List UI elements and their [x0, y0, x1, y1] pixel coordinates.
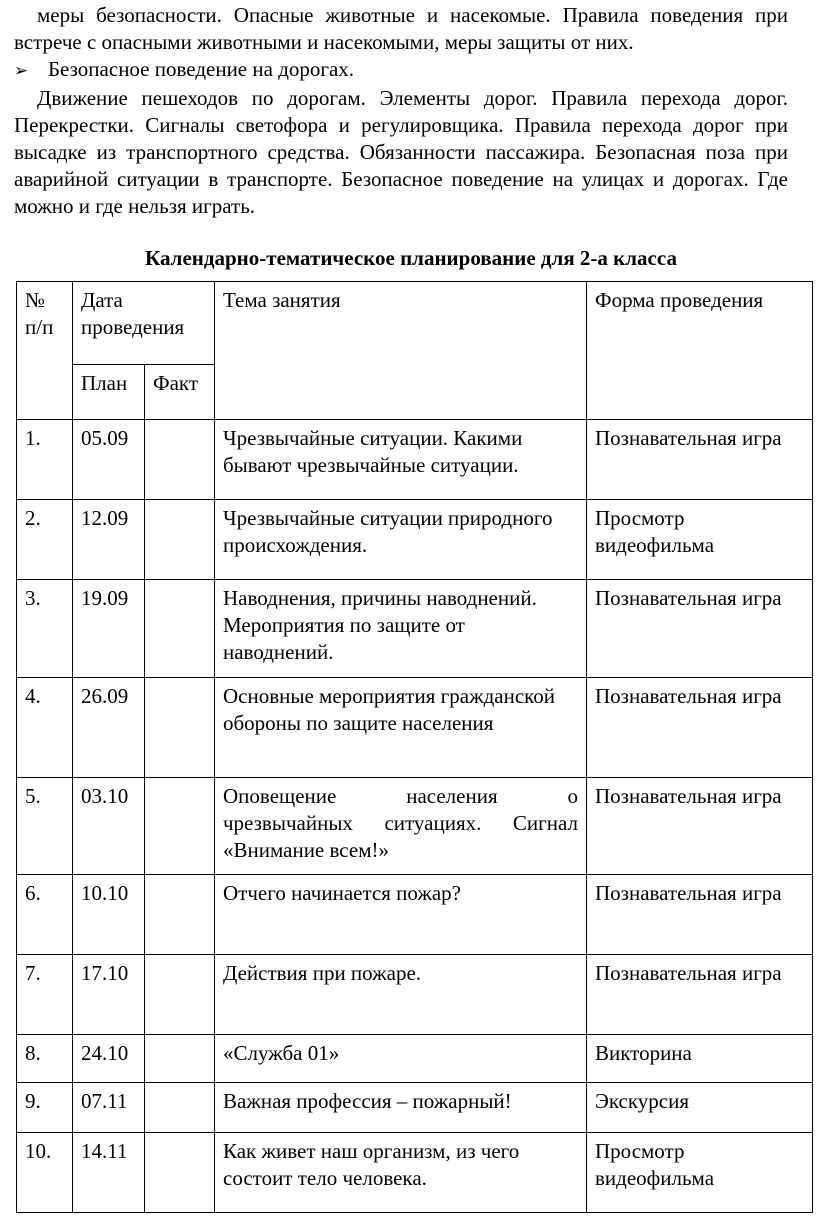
header-plan: План — [73, 365, 145, 420]
row-fact-date-cell — [145, 1133, 215, 1213]
row-topic-cell: Важная профессия – пожарный! — [215, 1083, 587, 1133]
row-plan-date-cell: 26.09 — [73, 678, 145, 778]
row-plan-date-cell: 05.09 — [73, 420, 145, 500]
row-form-cell: Познавательная игра — [587, 420, 813, 500]
row-num-cell: 4. — [17, 678, 73, 778]
row-num-cell: 1. — [17, 420, 73, 500]
row-topic-cell: Наводнения, причины наводнений. Мероприятия по защите от наводнений. — [215, 580, 587, 678]
row-topic-cell: Основные мероприятия гражданской обороны по защите населения — [215, 678, 587, 778]
row-fact-date-cell — [145, 678, 215, 778]
row-form-cell: Просмотр видеофильма — [587, 1133, 813, 1213]
row-num-cell: 2. — [17, 500, 73, 580]
bullet-item-road-safety — [14, 56, 788, 85]
row-fact-date-cell — [145, 500, 215, 580]
row-fact-date-cell — [145, 580, 215, 678]
row-fact-date-cell — [145, 955, 215, 1035]
row-num-cell: 5. — [17, 778, 73, 875]
arrow-bullet-icon: ➢ — [14, 61, 29, 81]
table-row — [17, 1083, 813, 1133]
row-plan-date-cell: 07.11 — [73, 1083, 145, 1133]
table-row — [17, 1035, 813, 1083]
table-row — [17, 778, 813, 875]
header-num: № п/п — [17, 282, 73, 420]
table-heading: Календарно-тематическое планирование для 2-а класса — [145, 246, 677, 270]
document-page — [14, 0, 788, 272]
row-plan-date-cell: 12.09 — [73, 500, 145, 580]
row-plan-date-cell: 14.11 — [73, 1133, 145, 1213]
row-fact-date-cell — [145, 1035, 215, 1083]
row-form-cell: Познавательная игра — [587, 678, 813, 778]
table-body — [17, 420, 813, 1213]
row-num-cell: 7. — [17, 955, 73, 1035]
table-row — [17, 1133, 813, 1213]
intro-paragraph-2: Движение пешеходов по дорогам. Элементы дорог. Правила перехода дорог. Перекрестки. Сигналы светофора и регулировщика. Правила перехода дорог при высадке из транспортного средства. Обязанности пассажира. Безопасная поза при аварийной ситуации в транспорте. Безопасное поведение на улицах и дорогах. Где можно и где нельзя играть. — [14, 86, 788, 218]
row-num-cell: 9. — [17, 1083, 73, 1133]
row-topic-cell: Действия при пожаре. — [215, 955, 587, 1035]
row-num-cell: 6. — [17, 875, 73, 955]
row-fact-date-cell — [145, 875, 215, 955]
row-plan-date-cell: 24.10 — [73, 1035, 145, 1083]
row-form-cell: Познавательная игра — [587, 875, 813, 955]
table-row — [17, 678, 813, 778]
row-topic-cell: Оповещение населения о чрезвычайных ситуациях. Сигнал «Внимание всем!» — [215, 778, 587, 875]
table-row — [17, 580, 813, 678]
row-form-cell: Викторина — [587, 1035, 813, 1083]
bullet-text: Безопасное поведение на дорогах. — [48, 57, 355, 81]
row-plan-date-cell: 19.09 — [73, 580, 145, 678]
row-form-cell: Познавательная игра — [587, 778, 813, 875]
row-topic-cell: Отчего начинается пожар? — [215, 875, 587, 955]
row-fact-date-cell — [145, 778, 215, 875]
row-form-cell: Просмотр видеофильма — [587, 500, 813, 580]
table-row — [17, 500, 813, 580]
row-form-cell: Познавательная игра — [587, 955, 813, 1035]
row-topic-cell: Чрезвычайные ситуации. Какими бывают чрезвычайные ситуации. — [215, 420, 587, 500]
intro-paragraph-1: меры безопасности. Опасные животные и насекомые. Правила поведения при встрече с опасными животными и насекомыми, меры защиты от них. — [14, 3, 788, 54]
header-fact: Факт — [145, 365, 215, 420]
planning-table — [16, 281, 813, 1213]
table-row — [17, 875, 813, 955]
table-header-row — [17, 282, 813, 365]
row-plan-date-cell: 03.10 — [73, 778, 145, 875]
row-topic-cell: Чрезвычайные ситуации природного происхождения. — [215, 500, 587, 580]
table-row — [17, 955, 813, 1035]
row-topic-cell: «Служба 01» — [215, 1035, 587, 1083]
row-num-cell: 10. — [17, 1133, 73, 1213]
row-fact-date-cell — [145, 420, 215, 500]
table-row — [17, 420, 813, 500]
row-plan-date-cell: 17.10 — [73, 955, 145, 1035]
row-form-cell: Познавательная игра — [587, 580, 813, 678]
row-num-cell: 3. — [17, 580, 73, 678]
header-topic: Тема занятия — [215, 282, 587, 420]
row-fact-date-cell — [145, 1083, 215, 1133]
row-num-cell: 8. — [17, 1035, 73, 1083]
row-plan-date-cell: 10.10 — [73, 875, 145, 955]
header-form: Форма проведения — [587, 282, 813, 420]
row-form-cell: Экскурсия — [587, 1083, 813, 1133]
header-date: Дата проведения — [73, 282, 215, 365]
row-topic-cell: Как живет наш организм, из чего состоит тело человека. — [215, 1133, 587, 1213]
